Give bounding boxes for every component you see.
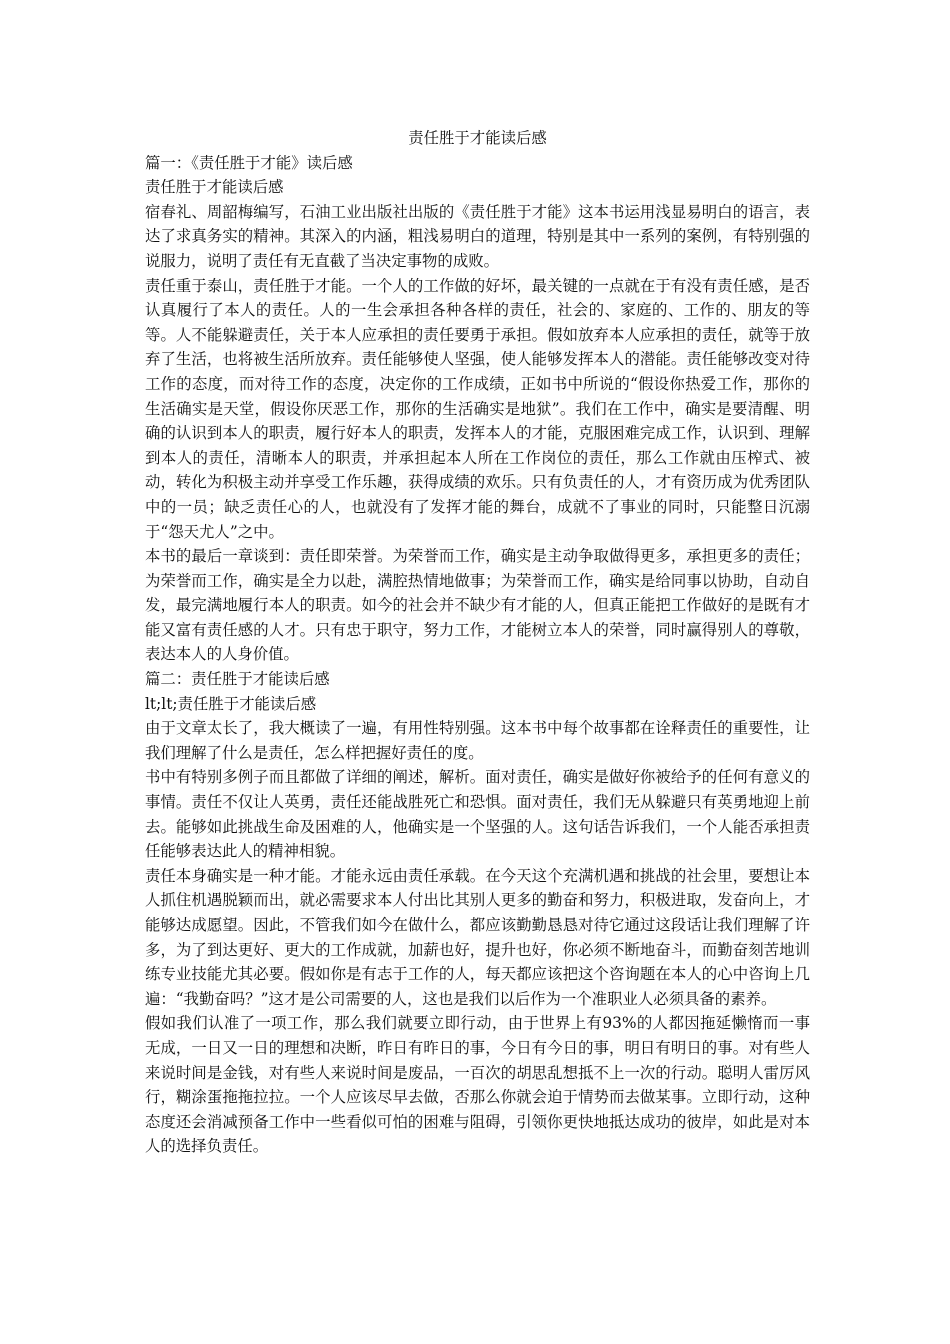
section2-paragraph: 由于文章太长了，我大概读了一遍，有用性特别强。这本书中每个故事都在诠释责任的重要性，让我们理解了什么是责任，怎么样把握好责任的度。 <box>145 719 810 762</box>
document-body <box>145 126 810 1159</box>
section2-heading: 篇二：责任胜于才能读后感 <box>145 670 330 689</box>
section2-paragraph: 书中有特别多例子而且都做了详细的阐述，解析。面对责任，确实是做好你被给予的任何有意义的事情。责任不仅让人英勇，责任还能战胜死亡和恐惧。面对责任，我们无从躲避只有英勇地迎上前去。能够如此挑战生命及困难的人，他确实是一个坚强的人。这句话告诉我们，一个人能否承担责任能够表达此人的精神相貌。 <box>145 768 810 861</box>
section2-paragraph: 假如我们认准了一项工作，那么我们就要立即行动，由于世界上有93%的人都因拖延懒惰而一事无成，一日又一日的理想和决断，昨日有昨日的事，今日有今日的事，明日有明日的事。对有些人来说时间是金钱，对有些人来说时间是废品，一百次的胡思乱想抵不上一次的行动。聪明人雷厉风行，糊涂蛋拖拖拉拉。一个人应该尽早去做，否那么你就会迫于情势而去做某事。立即行动，这种态度还会消减预备工作中一些看似可怕的困难与阻碍，引领你更快地抵达成功的彼岸，如此是对本人的选择负责任。 <box>145 1014 810 1156</box>
section1-subheading: 责任胜于才能读后感 <box>145 178 284 197</box>
section1-paragraph: 宿春礼、周韶梅编写，石油工业出版社出版的《责任胜于才能》这本书运用浅显易明白的语言，表达了求真务实的精神。其深入的内涵，粗浅易明白的道理，特别是其中一系列的案例，有特别强的说服力，说明了责任有无直截了当决定事物的成败。 <box>145 202 810 270</box>
section1-paragraph: 责任重于泰山，责任胜于才能。一个人的工作做的好坏，最关键的一点就在于有没有责任感，是否认真履行了本人的责任。人的一生会承担各种各样的责任，社会的、家庭的、工作的、朋友的等等。人不能躲避责任，关于本人应承担的责任要勇于承担。假如放弃本人应承担的责任，就等于放弃了生活，也将被生活所放弃。责任能够使人坚强，使人能够发挥本人的潜能。责任能够改变对待工作的态度，而对待工作的态度，决定你的工作成绩，正如书中所说的“假设你热爱工作，那你的生活确实是天堂，假设你厌恶工作，那你的生活确实是地狱”。我们在工作中，确实是要清醒、明确的认识到本人的职责，履行好本人的职责，发挥本人的才能，克服困难完成工作，认识到、理解到本人的责任，清晰本人的职责，并承担起本人所在工作岗位的责任，那么工作就由压榨式、被动，转化为积极主动并享受工作乐趣，获得成绩的欢乐。只有负责任的人，才有资历成为优秀团队中的一员；缺乏责任心的人，也就没有了发挥才能的舞台，成就不了事业的同时，只能整日沉溺于“怨天尤人”之中。 <box>145 276 810 541</box>
section1-heading: 篇一：《责任胜于才能》读后感 <box>145 153 353 172</box>
document-title: 责任胜于才能读后感 <box>408 129 547 147</box>
section2-subheading: lt;lt;责任胜于才能读后感 <box>145 694 317 713</box>
section1-paragraph: 本书的最后一章谈到：责任即荣誉。为荣誉而工作，确实是主动争取做得更多，承担更多的责任；为荣誉而工作，确实是全力以赴，满腔热情地做事；为荣誉而工作，确实是给同事以协助，自动自发，最完满地履行本人的职责。如今的社会并不缺少有才能的人，但真正能把工作做好的是既有才能又富有责任感的人才。只有忠于职守，努力工作，才能树立本人的荣誉，同时赢得别人的尊敬，表达本人的人身价值。 <box>145 547 810 664</box>
section2-paragraph: 责任本身确实是一种才能。才能永远由责任承载。在今天这个充满机遇和挑战的社会里，要想让本人抓住机遇脱颖而出，就必需要求本人付出比其别人更多的勤奋和努力，积极进取，发奋向上，才能够达成愿望。因此，不管我们如今在做什么，都应该勤勤恳恳对待它通过这段话让我们理解了许多，为了到达更好、更大的工作成就，加薪也好，提升也好，你必须不断地奋斗，而勤奋刻苦地训练专业技能尤其必要。假如你是有志于工作的人，每天都应该把这个咨询题在本人的心中咨询上几遍：“我勤奋吗？”这才是公司需要的人，这也是我们以后作为一个准职业人必须具备的素养。 <box>145 866 810 1008</box>
